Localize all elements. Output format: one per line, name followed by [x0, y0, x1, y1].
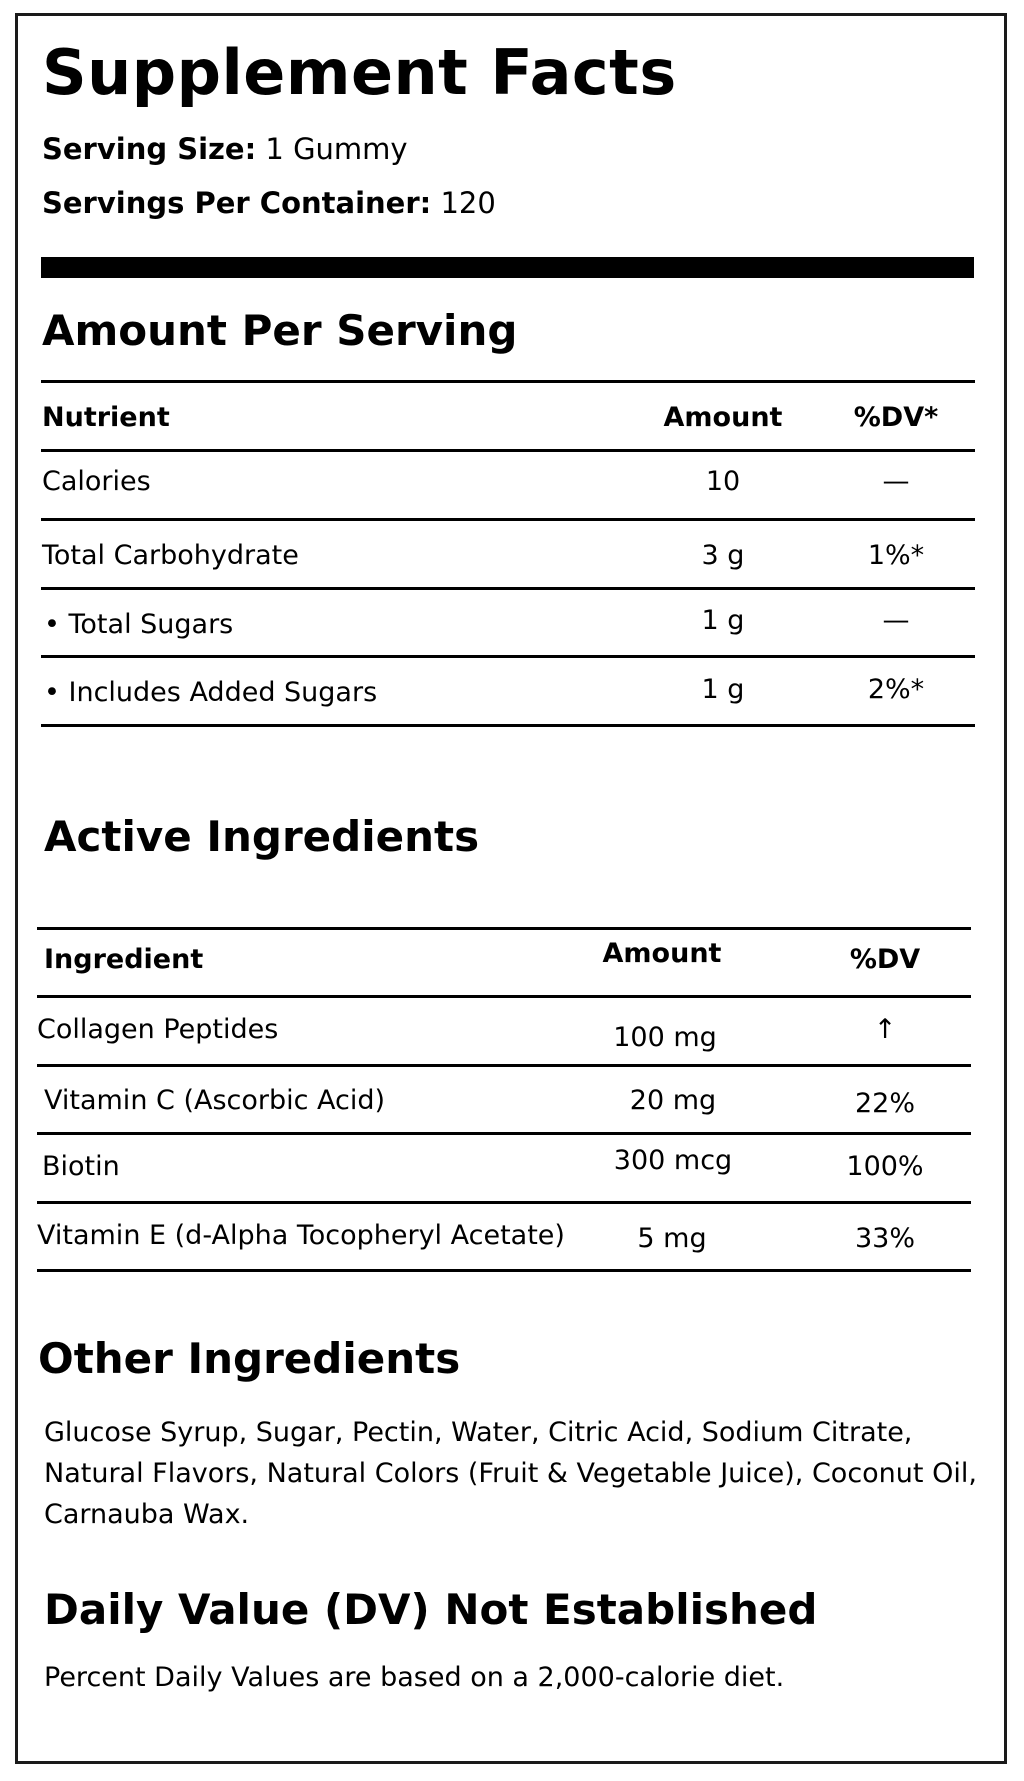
nutrient-amount: 1 g [701, 605, 745, 636]
nutrient-amount: 3 g [701, 540, 745, 571]
nutrient-name: Calories [42, 466, 151, 497]
nutrient-dv: 1%* [867, 540, 925, 571]
dv-note-text: Percent Daily Values are based on a 2,000-calorie diet. [44, 1662, 785, 1693]
ingredient-amount: 100 mg [613, 1022, 717, 1053]
divider [37, 1269, 971, 1272]
column-header-ingredient: Ingredient [44, 944, 204, 975]
other-ingredients-line: Natural Flavors, Natural Colors (Fruit & Vegetable Juice), Coconut Oil, [44, 1458, 977, 1489]
ingredient-dv: 33% [854, 1223, 916, 1254]
ingredient-name: Vitamin E (d-Alpha Tocopheryl Acetate) [37, 1220, 565, 1251]
ingredient-name: Collagen Peptides [37, 1014, 279, 1045]
dv-note-heading: Daily Value (DV) Not Established [44, 1585, 818, 1634]
nutrient-dv: 2%* [867, 674, 925, 705]
nutrient-name: Total Carbohydrate [42, 540, 299, 571]
divider [37, 927, 971, 930]
thick-divider [41, 257, 974, 278]
nutrient-dv: — [882, 466, 910, 497]
column-header-amount: Amount [663, 402, 783, 433]
nutrient-dv: — [882, 605, 910, 636]
column-header-amount: Amount [602, 938, 722, 969]
divider [41, 724, 975, 727]
servings-per-container-value: 120 [440, 186, 496, 220]
divider [41, 587, 975, 590]
ingredient-dv: ↑ [873, 1014, 897, 1045]
serving-size [42, 132, 408, 166]
ingredient-amount: 5 mg [637, 1223, 707, 1254]
column-header-nutrient: Nutrient [42, 402, 170, 433]
other-ingredients-text [44, 1412, 984, 1535]
serving-size-label: Serving Size: [42, 132, 257, 166]
divider [37, 995, 971, 998]
divider [37, 1201, 971, 1204]
servings-per-container [42, 186, 496, 220]
nutrient-amount: 1 g [701, 674, 745, 705]
column-header-dv: %DV* [853, 402, 939, 433]
amount-per-serving-heading: Amount Per Serving [42, 306, 518, 355]
divider [41, 380, 975, 383]
column-header-dv: %DV [849, 944, 921, 975]
ingredient-amount: 300 mcg [613, 1145, 733, 1176]
divider [37, 1132, 971, 1135]
divider [41, 518, 975, 521]
ingredient-name: Biotin [42, 1151, 120, 1182]
ingredient-name: Vitamin C (Ascorbic Acid) [44, 1085, 386, 1116]
divider [41, 449, 975, 452]
divider [37, 1064, 971, 1067]
nutrient-name: • Includes Added Sugars [44, 677, 378, 708]
active-ingredients-heading: Active Ingredients [44, 812, 480, 861]
nutrient-name: • Total Sugars [44, 609, 234, 640]
nutrient-amount: 10 [705, 466, 741, 497]
page-title: Supplement Facts [42, 36, 677, 109]
other-ingredients-line: Glucose Syrup, Sugar, Pectin, Water, Citric Acid, Sodium Citrate, [44, 1417, 913, 1448]
other-ingredients-line: Carnauba Wax. [44, 1499, 250, 1530]
ingredient-amount: 20 mg [629, 1085, 717, 1116]
ingredient-dv: 22% [854, 1088, 916, 1119]
serving-size-value: 1 Gummy [265, 132, 408, 166]
ingredient-dv: 100% [846, 1151, 924, 1182]
other-ingredients-heading: Other Ingredients [38, 1334, 461, 1383]
divider [41, 655, 975, 658]
servings-per-container-label: Servings Per Container: [42, 186, 432, 220]
